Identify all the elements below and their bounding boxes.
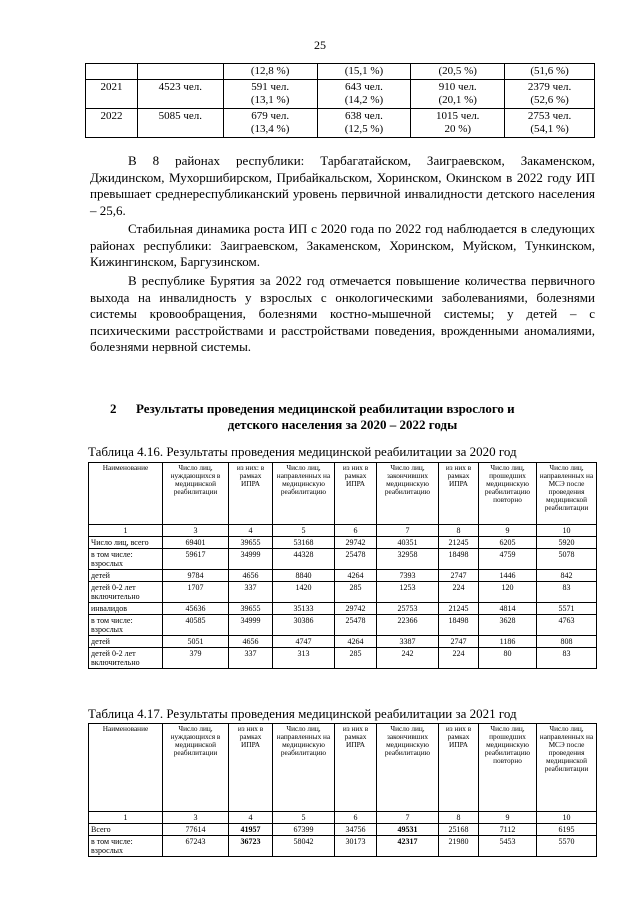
table-cell: 313 [273,648,335,669]
table-cell: 679 чел. (13,4 %) [223,109,317,138]
column-header: из них в рамках ИПРА [229,724,273,812]
table-cell: 4523 чел. [137,80,223,109]
table-cell: 2021 [86,80,138,109]
table-cell: 3628 [479,615,537,636]
table-cell: 4264 [335,570,377,582]
paragraph-districts: В 8 районах республики: Тарбагатайском, Заиграевском, Закаменском, Джидинском, Мухоршибирском, Прибайкальском, Хоринском, Окинском в 2022 году ИП превышает среднереспубликанский уровень первичной инвалидности детского населения – 25,6. [90,153,595,218]
column-number: 4 [229,812,273,824]
table-cell: 25168 [439,824,479,836]
table-cell: 42317 [377,836,439,857]
paragraph-primary-disability: В республике Бурятия за 2022 год отмечается повышение количества первичного выхода на инвалидность у взрослых с онкологическими заболеваниями, болезнями системы кровообращения, болезнями костно-мышечной системы; у детей – с психическими расстройствами и расстройствами поведения, врожденными аномалиями, болезнями нервной системы. [90,273,595,355]
table-cell: 77614 [163,824,229,836]
row-label: детей 0-2 лет включительно [89,582,163,603]
table-cell: 21245 [439,537,479,549]
table-cell: 5571 [537,603,597,615]
table-cell: 4656 [229,570,273,582]
table-cell: 41957 [229,824,273,836]
table-cell: 285 [335,582,377,603]
table-cell: 4656 [229,636,273,648]
row-label: Число лиц, всего [89,537,163,549]
table-cell: 4814 [479,603,537,615]
table-row [86,109,595,138]
table-cell: 2747 [439,570,479,582]
table-cell: 1253 [377,582,439,603]
table-cell: 18498 [439,549,479,570]
header-row [89,724,597,812]
table-cell: 2753 чел. (54,1 %) [505,109,595,138]
table-cell: 59617 [163,549,229,570]
table-cell: 29742 [335,603,377,615]
column-number-row [89,812,597,824]
table-cell: 5920 [537,537,597,549]
table-cell: 44328 [273,549,335,570]
table-caption-2020: Таблица 4.16. Результаты проведения медицинской реабилитации за 2020 год [88,444,517,459]
table-cell: 53168 [273,537,335,549]
table-cell: 842 [537,570,597,582]
column-number: 8 [439,525,479,537]
row-label: детей [89,570,163,582]
table-cell: 9784 [163,570,229,582]
table-row [89,537,597,549]
row-label: в том числе: взрослых [89,549,163,570]
table-cell: 4747 [273,636,335,648]
column-number: 7 [377,812,439,824]
table-cell: 638 чел. (12,5 %) [317,109,411,138]
table-cell [86,64,138,80]
row-label: детей 0-2 лет включительно [89,648,163,669]
table-cell: 5453 [479,836,537,857]
table-cell: 34999 [229,615,273,636]
column-header: из них: в рамках ИПРА [229,463,273,525]
column-header: Наименование [89,463,163,525]
table-cell: 83 [537,648,597,669]
table-cell: 6205 [479,537,537,549]
column-header: из них в рамках ИПРА [335,724,377,812]
table-row [89,824,597,836]
table-cell: 1186 [479,636,537,648]
table-cell: 2022 [86,109,138,138]
column-header: Число лиц, закончивших медицинскую реабилитацию [377,724,439,812]
table-row [89,549,597,570]
table-cell: 67399 [273,824,335,836]
column-header: Число лиц, закончивших медицинскую реабилитацию [377,463,439,525]
table-cell: (15,1 %) [317,64,411,80]
table-cell: 7393 [377,570,439,582]
table-cell: 40351 [377,537,439,549]
table-cell: 1707 [163,582,229,603]
section-title-line1: Результаты проведения медицинской реабилитации взрослого и [136,401,515,416]
table-row [89,582,597,603]
table-cell: 25478 [335,615,377,636]
table-cell: 1446 [479,570,537,582]
column-number: 10 [537,812,597,824]
table-cell: 224 [439,582,479,603]
table-cell: (51,6 %) [505,64,595,80]
table-cell: 242 [377,648,439,669]
table-cell: 32958 [377,549,439,570]
row-label: инвалидов [89,603,163,615]
table-row [89,615,597,636]
table-cell: 120 [479,582,537,603]
table-cell: 4264 [335,636,377,648]
table-cell: 34756 [335,824,377,836]
column-header: Число лиц, нуждающихся в медицинской реабилитации [163,724,229,812]
table-cell: 45636 [163,603,229,615]
table-cell: 591 чел. (13,1 %) [223,80,317,109]
table-cell: 25753 [377,603,439,615]
column-header: Число лиц, прошедших медицинскую реабилитацию повторно [479,724,537,812]
table-cell: 910 чел. (20,1 %) [411,80,505,109]
table-cell: 643 чел. (14,2 %) [317,80,411,109]
table-cell: 337 [229,582,273,603]
table-cell: 67243 [163,836,229,857]
table-cell: (20,5 %) [411,64,505,80]
section-title-line2: детского населения за 2020 – 2022 годы [227,417,458,432]
column-header: Число лиц, нуждающихся в медицинской реабилитации [163,463,229,525]
column-number-row [89,525,597,537]
header-row [89,463,597,525]
table-cell: 30386 [273,615,335,636]
table-cell: 5051 [163,636,229,648]
table-row [89,836,597,857]
table-cell: 25478 [335,549,377,570]
table-cell: (12,8 %) [223,64,317,80]
table-cell: 22366 [377,615,439,636]
table-cell: 39655 [229,603,273,615]
table-cell: 2379 чел. (52,6 %) [505,80,595,109]
table-cell: 83 [537,582,597,603]
table-cell: 58042 [273,836,335,857]
table-caption-2021: Таблица 4.17. Результаты проведения медицинской реабилитации за 2021 год [88,706,517,721]
table-cell: 5570 [537,836,597,857]
column-header: из них в рамках ИПРА [335,463,377,525]
table-cell: 8840 [273,570,335,582]
table-cell: 1015 чел. 20 %) [411,109,505,138]
table-cell: 21245 [439,603,479,615]
table-cell: 808 [537,636,597,648]
table-cell: 224 [439,648,479,669]
column-number: 3 [163,812,229,824]
table-cell: 4763 [537,615,597,636]
column-header: из них в рамках ИПРА [439,463,479,525]
section-number: 2 [110,401,117,416]
table-cell: 6195 [537,824,597,836]
table-cell: 21980 [439,836,479,857]
row-label: в том числе: взрослых [89,836,163,857]
table-cell: 69401 [163,537,229,549]
row-label: Всего [89,824,163,836]
table-cell: 35133 [273,603,335,615]
page-number: 25 [314,38,326,52]
rehab-table-2021 [88,723,597,857]
column-header: Число лиц, направленных на МСЭ после проведения медицинской реабилитации [537,724,597,812]
column-number: 6 [335,812,377,824]
table-cell: 337 [229,648,273,669]
column-number: 9 [479,812,537,824]
table-row [86,80,595,109]
table-cell: 5085 чел. [137,109,223,138]
row-label: детей [89,636,163,648]
column-number: 8 [439,812,479,824]
table-cell: 3387 [377,636,439,648]
table-row [89,603,597,615]
table-row [89,570,597,582]
table-cell: 39655 [229,537,273,549]
table-cell: 36723 [229,836,273,857]
table-cell [137,64,223,80]
column-header: Число лиц, направленных на МСЭ после проведения медицинской реабилитации [537,463,597,525]
column-number: 4 [229,525,273,537]
table-cell: 34999 [229,549,273,570]
column-header: Число лиц, направленных на медицинскую реабилитацию [273,724,335,812]
table-cell: 5078 [537,549,597,570]
column-number: 5 [273,525,335,537]
column-header: Число лиц, прошедших медицинскую реабилитацию повторно [479,463,537,525]
row-label: в том числе: взрослых [89,615,163,636]
table-row [89,648,597,669]
table-row [89,636,597,648]
table-row [86,64,595,80]
table-cell: 2747 [439,636,479,648]
column-header: Число лиц, направленных на медицинскую реабилитацию [273,463,335,525]
column-number: 10 [537,525,597,537]
column-number: 1 [89,525,163,537]
table-cell: 18498 [439,615,479,636]
table-cell: 80 [479,648,537,669]
disability-structure-table [85,63,595,138]
table-cell: 1420 [273,582,335,603]
column-header: Наименование [89,724,163,812]
column-number: 5 [273,812,335,824]
table-cell: 4759 [479,549,537,570]
column-number: 9 [479,525,537,537]
column-number: 1 [89,812,163,824]
column-number: 6 [335,525,377,537]
column-header: из них в рамках ИПРА [439,724,479,812]
rehab-table-2020 [88,462,597,669]
table-cell: 30173 [335,836,377,857]
table-cell: 49531 [377,824,439,836]
column-number: 3 [163,525,229,537]
table-cell: 7112 [479,824,537,836]
table-cell: 40585 [163,615,229,636]
table-cell: 29742 [335,537,377,549]
table-cell: 379 [163,648,229,669]
paragraph-dynamics: Стабильная динамика роста ИП с 2020 года по 2022 год наблюдается в следующих районах республики: Заиграевском, Закаменском, Хоринском, Муйском, Тункинском, Кижингинском, Баргузинском. [90,221,595,270]
table-cell: 285 [335,648,377,669]
column-number: 7 [377,525,439,537]
